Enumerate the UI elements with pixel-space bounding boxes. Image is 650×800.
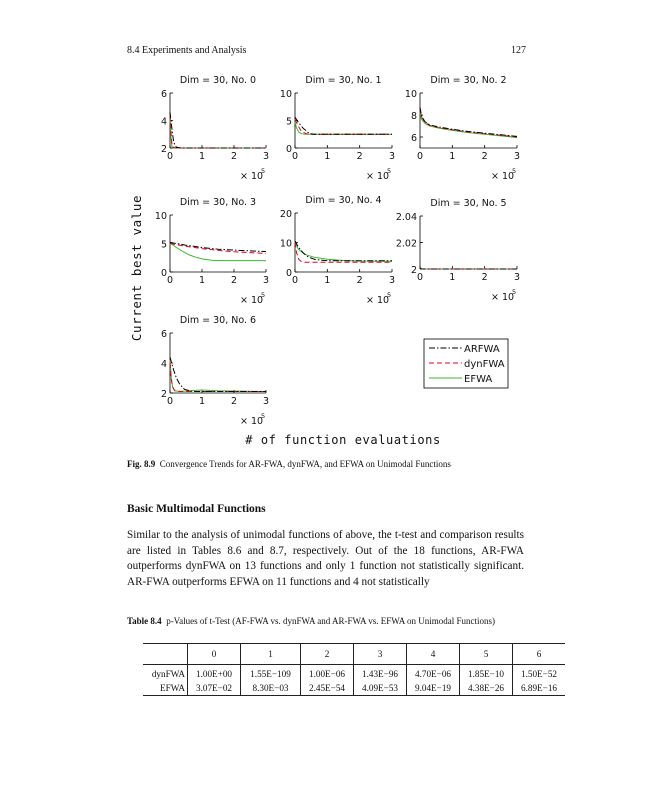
table-header-cell bbox=[143, 644, 188, 665]
series-line-dynfwa bbox=[295, 243, 392, 263]
y-tick-label: 6 bbox=[410, 133, 417, 144]
y-tick-label: 4 bbox=[160, 116, 167, 128]
table-cell: 1.85E−10 bbox=[460, 665, 513, 682]
table-caption-text: p-Values of t-Test (AF-FWA vs. dynFWA and AR-FWA vs. EFWA on Unimodal Functions) bbox=[166, 616, 496, 626]
x-scale-exponent: 5 bbox=[512, 167, 517, 175]
series-line-dynfwa bbox=[170, 363, 266, 392]
shared-y-axis-label: Current best value bbox=[129, 194, 144, 342]
table-cell: 4.70E−06 bbox=[407, 665, 460, 682]
chart-panel bbox=[161, 315, 269, 427]
y-tick-label: 0 bbox=[285, 268, 292, 279]
page-number: 127 bbox=[511, 45, 526, 56]
x-tick-label: 1 bbox=[198, 275, 206, 286]
chart-panel bbox=[161, 75, 269, 182]
legend-label-dynfwa: dynFWA bbox=[464, 359, 505, 370]
x-tick-label: 0 bbox=[416, 151, 424, 162]
table-cell: 1.00E−06 bbox=[301, 665, 354, 682]
shared-x-axis-label: # of function evaluations bbox=[245, 433, 441, 447]
series-line-arfwa bbox=[295, 241, 392, 261]
table-cell: 4.38E−26 bbox=[460, 681, 513, 696]
x-scale-label: × 10 bbox=[491, 292, 515, 303]
x-tick-label: 1 bbox=[449, 272, 456, 283]
table-cell: 1.55E−109 bbox=[241, 665, 301, 682]
x-scale-label: × 10 bbox=[366, 295, 390, 306]
chart-panel bbox=[396, 198, 520, 303]
table-caption bbox=[127, 615, 525, 627]
x-tick-label: 1 bbox=[324, 151, 331, 162]
x-tick-label: 2 bbox=[230, 151, 238, 162]
x-tick-label: 0 bbox=[291, 151, 299, 162]
series-line-efwa bbox=[170, 243, 266, 261]
table-cell: 1.43E−96 bbox=[354, 665, 407, 682]
table-cell: 8.30E−03 bbox=[241, 681, 301, 696]
y-tick-label: 2.02 bbox=[395, 238, 417, 250]
x-tick-label: 3 bbox=[513, 272, 521, 283]
chart-panel bbox=[280, 75, 395, 182]
x-scale-label: × 10 bbox=[240, 295, 264, 306]
x-tick-label: 1 bbox=[198, 151, 206, 162]
table-cell: 3.07E−02 bbox=[188, 681, 241, 696]
series-line-arfwa bbox=[295, 117, 392, 134]
series-line-efwa bbox=[170, 360, 266, 392]
series-line-arfwa bbox=[170, 357, 266, 392]
table-header-cell: 6 bbox=[513, 644, 566, 665]
x-scale-exponent: 5 bbox=[261, 412, 266, 420]
pvalue-table bbox=[143, 643, 565, 696]
series-line-arfwa bbox=[170, 112, 266, 148]
x-scale-exponent: 5 bbox=[512, 288, 517, 296]
x-tick-label: 2 bbox=[356, 151, 363, 162]
table-cell: 1.00E+00 bbox=[188, 665, 241, 682]
y-tick-label: 20 bbox=[279, 209, 292, 220]
x-tick-label: 0 bbox=[166, 396, 174, 407]
panel-title: Dim = 30, No. 0 bbox=[179, 75, 257, 86]
table-row bbox=[143, 665, 565, 682]
x-tick-label: 0 bbox=[166, 275, 174, 286]
series-line-dynfwa bbox=[295, 119, 392, 134]
y-tick-label: 4 bbox=[160, 359, 167, 370]
y-tick-label: 8 bbox=[410, 111, 417, 122]
legend-label-efwa: EFWA bbox=[464, 374, 493, 385]
x-tick-label: 0 bbox=[291, 275, 299, 286]
y-tick-label: 2 bbox=[160, 389, 167, 400]
chart-panel bbox=[155, 197, 269, 306]
x-tick-label: 2 bbox=[230, 275, 238, 286]
table-header-cell: 1 bbox=[241, 644, 301, 665]
x-tick-label: 3 bbox=[262, 396, 270, 407]
table-row-label: dynFWA bbox=[151, 669, 185, 679]
panel-title: Dim = 30, No. 3 bbox=[179, 197, 257, 208]
series-line-arfwa bbox=[420, 268, 517, 269]
table-caption-label: Table 8.4 bbox=[127, 616, 162, 626]
table-cell: 9.04E−19 bbox=[407, 681, 460, 696]
series-line-efwa bbox=[295, 122, 392, 135]
table-cell: 6.89E−16 bbox=[513, 681, 566, 696]
table-row bbox=[143, 681, 565, 696]
table-cell: 1.50E−52 bbox=[513, 665, 566, 682]
panel-title: Dim = 30, No. 5 bbox=[430, 198, 507, 209]
body-paragraph: Similar to the analysis of unimodal functions of above, the t-test and comparison results are listed in Tables 8.6 and 8.7, respectively. Out of the 18 functions, AR-FWA outperforms dynFWA on 13 functions and only 1 function not statistically significant. AR-FWA outperforms EFWA on 11 functions and 4 not statistically bbox=[127, 529, 524, 588]
x-tick-label: 3 bbox=[388, 275, 396, 286]
x-tick-label: 3 bbox=[513, 151, 521, 162]
table-header-cell: 0 bbox=[188, 644, 241, 665]
section-heading: Basic Multimodal Functions bbox=[127, 503, 266, 515]
panel-title: Dim = 30, No. 1 bbox=[305, 75, 382, 86]
figure-caption-label: Fig. 8.9 bbox=[127, 459, 156, 469]
x-tick-label: 1 bbox=[198, 396, 206, 407]
x-tick-label: 1 bbox=[449, 151, 456, 162]
y-tick-label: 10 bbox=[154, 211, 167, 222]
x-tick-label: 0 bbox=[166, 151, 174, 162]
chart-panel bbox=[405, 75, 520, 182]
chart-legend bbox=[424, 339, 508, 388]
figure-caption bbox=[127, 459, 527, 469]
y-tick-label: 2.04 bbox=[395, 212, 417, 223]
panel-title: Dim = 30, No. 4 bbox=[305, 195, 382, 206]
x-tick-label: 1 bbox=[324, 275, 331, 286]
y-tick-label: 5 bbox=[160, 239, 167, 251]
table-header-row bbox=[143, 644, 565, 665]
x-tick-label: 2 bbox=[481, 272, 488, 283]
panel-title: Dim = 30, No. 2 bbox=[430, 75, 507, 86]
x-tick-label: 3 bbox=[262, 275, 270, 286]
x-scale-exponent: 5 bbox=[261, 167, 266, 175]
legend-label-arfwa: ARFWA bbox=[464, 344, 500, 355]
series-line-efwa bbox=[295, 242, 392, 262]
x-tick-label: 2 bbox=[481, 151, 488, 162]
x-scale-exponent: 5 bbox=[387, 291, 392, 299]
series-line-dynfwa bbox=[170, 115, 266, 148]
y-tick-label: 5 bbox=[285, 116, 292, 128]
table-cell: 2.45E−54 bbox=[301, 681, 354, 696]
y-tick-label: 10 bbox=[279, 238, 292, 250]
x-tick-label: 3 bbox=[262, 151, 270, 162]
y-tick-label: 0 bbox=[160, 268, 167, 279]
x-scale-label: × 10 bbox=[366, 171, 390, 182]
y-tick-label: 2 bbox=[160, 144, 167, 155]
table-cell: 4.09E−53 bbox=[354, 681, 407, 696]
y-tick-label: 2 bbox=[410, 265, 417, 276]
table-header-cell: 4 bbox=[407, 644, 460, 665]
x-tick-label: 3 bbox=[388, 151, 396, 162]
y-tick-label: 10 bbox=[404, 89, 417, 100]
x-scale-label: × 10 bbox=[240, 171, 264, 182]
table-header-cell: 5 bbox=[460, 644, 513, 665]
panel-title: Dim = 30, No. 6 bbox=[179, 315, 257, 326]
y-tick-label: 0 bbox=[285, 144, 292, 155]
x-scale-label: × 10 bbox=[491, 171, 515, 182]
table-header-cell: 3 bbox=[354, 644, 407, 665]
y-tick-label: 10 bbox=[279, 89, 292, 100]
x-scale-label: × 10 bbox=[240, 416, 264, 427]
x-tick-label: 2 bbox=[230, 396, 238, 407]
table-row-label: EFWA bbox=[143, 681, 188, 696]
y-tick-label: 6 bbox=[160, 89, 167, 100]
chart-panel bbox=[280, 195, 395, 306]
running-header-section: 8.4 Experiments and Analysis bbox=[127, 45, 247, 56]
table-header-cell: 2 bbox=[301, 644, 354, 665]
x-tick-label: 0 bbox=[416, 272, 424, 283]
x-tick-label: 2 bbox=[356, 275, 363, 286]
series-line-efwa bbox=[420, 113, 517, 138]
x-scale-exponent: 5 bbox=[387, 167, 392, 175]
figure-caption-text: Convergence Trends for AR-FWA, dynFWA, and EFWA on Unimodal Functions bbox=[159, 459, 451, 469]
y-tick-label: 6 bbox=[160, 329, 167, 340]
x-scale-exponent: 5 bbox=[261, 291, 266, 299]
series-line-efwa bbox=[170, 116, 266, 148]
